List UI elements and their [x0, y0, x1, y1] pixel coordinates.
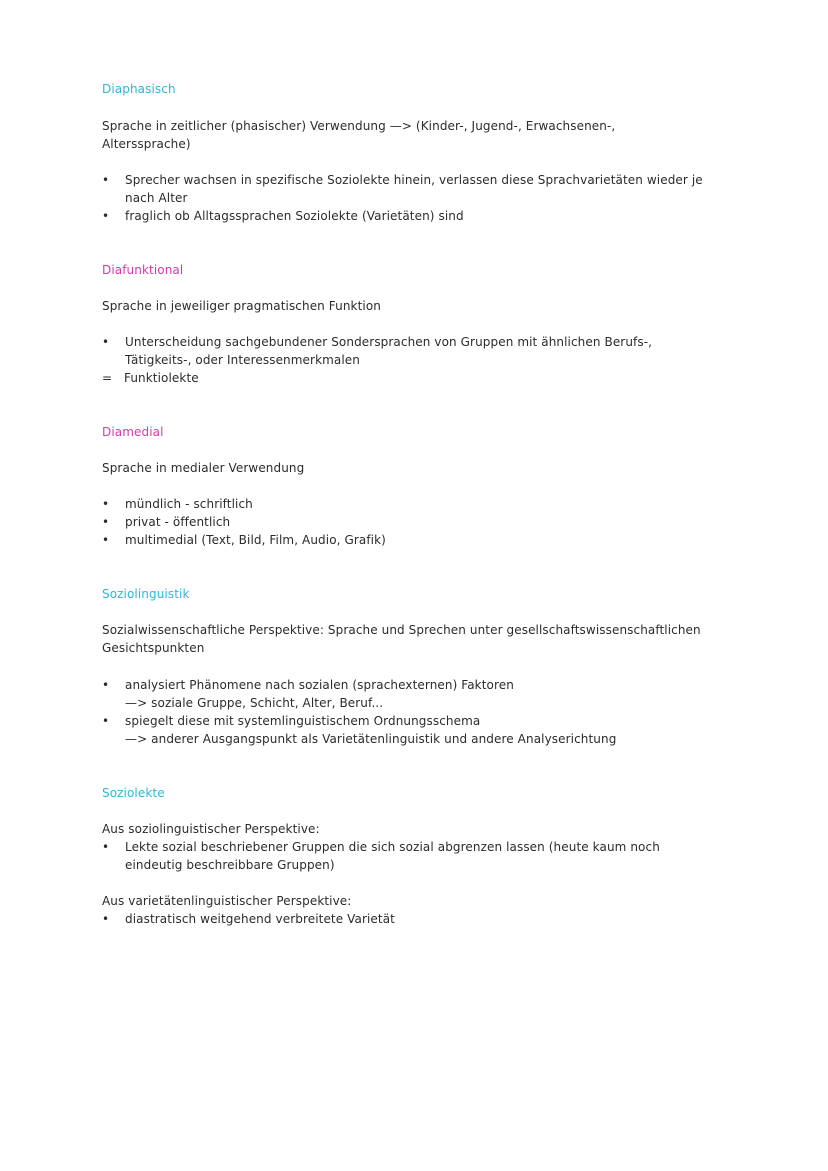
heading-soziolinguistik: Soziolinguistik: [102, 587, 190, 601]
paragraph-text: Gesichtspunkten: [102, 641, 205, 655]
bullet-icon: •: [102, 497, 110, 511]
list-item: Sprecher wachsen in spezifische Soziolekte hinein, verlassen diese Sprachvarietäten wieder je: [125, 173, 703, 187]
bullet-icon: •: [102, 678, 110, 692]
list-item: Tätigkeits-, oder Interessenmerkmalen: [125, 353, 360, 367]
list-item: nach Alter: [125, 191, 188, 205]
bullet-icon: •: [102, 515, 110, 529]
paragraph-text: Alterssprache): [102, 137, 191, 151]
list-item: analysiert Phänomene nach sozialen (sprachexternen) Faktoren: [125, 678, 514, 692]
paragraph-text: Sozialwissenschaftliche Perspektive: Sprache und Sprechen unter gesellschaftswissenschaftlichen: [102, 623, 701, 637]
list-item: —> soziale Gruppe, Schicht, Alter, Beruf...: [125, 696, 384, 710]
equals-mark: =: [102, 371, 113, 385]
bullet-icon: •: [102, 209, 110, 223]
list-item: fraglich ob Alltagssprachen Soziolekte (Varietäten) sind: [125, 209, 464, 223]
bullet-icon: •: [102, 840, 110, 854]
heading-diaphasisch: Diaphasisch: [102, 82, 176, 96]
list-item: Lekte sozial beschriebener Gruppen die sich sozial abgrenzen lassen (heute kaum noch: [125, 840, 660, 854]
list-item: mündlich - schriftlich: [125, 497, 253, 511]
paragraph-text: Sprache in zeitlicher (phasischer) Verwendung —> (Kinder-, Jugend-, Erwachsenen-,: [102, 119, 616, 133]
list-item: spiegelt diese mit systemlinguistischem Ordnungsschema: [125, 714, 481, 728]
list-item: multimedial (Text, Bild, Film, Audio, Grafik): [125, 533, 386, 547]
list-item: —> anderer Ausgangspunkt als Varietätenlinguistik und andere Analyserichtung: [125, 732, 617, 746]
heading-diamedial: Diamedial: [102, 425, 164, 439]
paragraph-text: Sprache in medialer Verwendung: [102, 461, 305, 475]
bullet-icon: •: [102, 173, 110, 187]
bullet-icon: •: [102, 912, 110, 926]
list-item: diastratisch weitgehend verbreitete Varietät: [125, 912, 395, 926]
bullet-icon: •: [102, 714, 110, 728]
bullet-icon: •: [102, 533, 110, 547]
paragraph-text: Sprache in jeweiliger pragmatischen Funktion: [102, 299, 381, 313]
list-item: Funktiolekte: [124, 371, 199, 385]
paragraph-text: Aus varietätenlinguistischer Perspektive:: [102, 894, 352, 908]
list-item: eindeutig beschreibbare Gruppen): [125, 858, 335, 872]
bullet-icon: •: [102, 335, 110, 349]
list-item: Unterscheidung sachgebundener Sondersprachen von Gruppen mit ähnlichen Berufs-,: [125, 335, 653, 349]
heading-diafunktional: Diafunktional: [102, 263, 184, 277]
paragraph-text: Aus soziolinguistischer Perspektive:: [102, 822, 320, 836]
heading-soziolekte: Soziolekte: [102, 786, 165, 800]
list-item: privat - öffentlich: [125, 515, 231, 529]
